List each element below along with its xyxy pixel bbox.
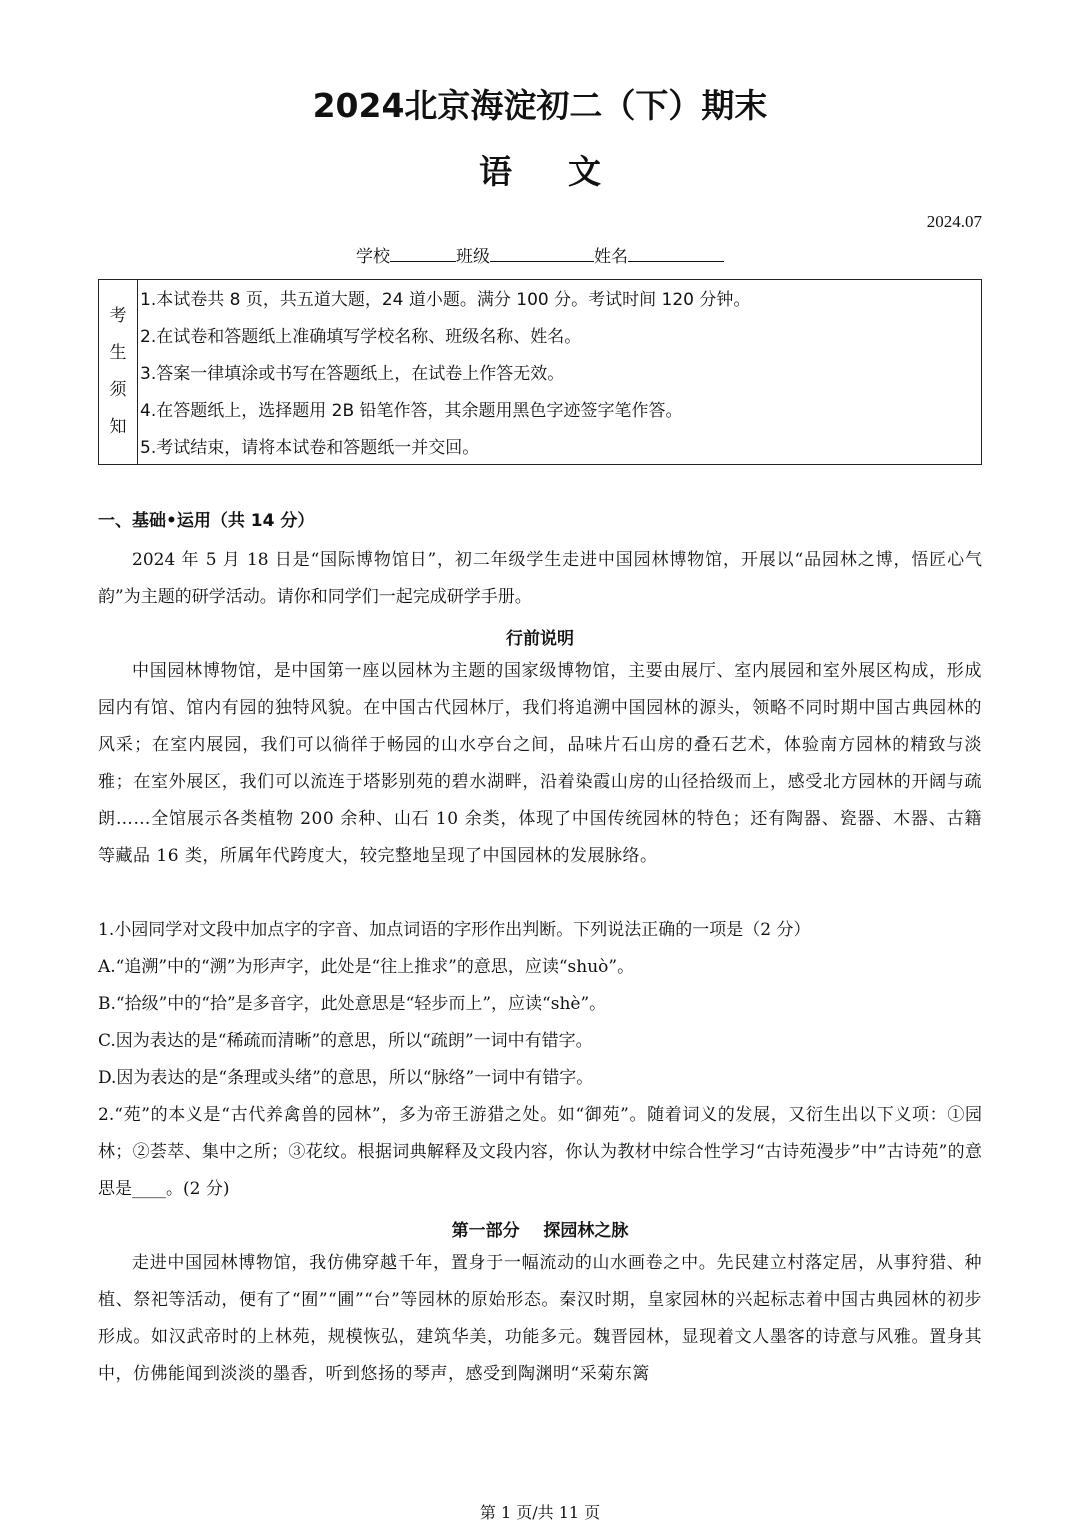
- question-1-stem: 1.小园同学对文段中加点字的字音、加点词语的字形作出判断。下列说法正确的一项是（2 分）: [98, 920, 811, 940]
- question-2: 2.“苑”的本义是“古代养禽兽的园林”，多为帝王游猎之处。如“御苑”。随着词义的发展，又衍生出以下义项：①园林；②荟萃、集中之所；③花纹。根据词典解释及文段内容，你认为教材中综合性学习“古诗苑漫步”中”古诗苑”的意思是____。(2 分): [98, 1105, 982, 1199]
- notice-item: 1.本试卷共 8 页，共五道大题，24 道小题。满分 100 分。考试时间 120 分钟。: [140, 290, 751, 310]
- exam-notice-box: [98, 279, 982, 465]
- passage-part-one: 走进中国园林博物馆，我仿佛穿越千年，置身于一幅流动的山水画卷之中。先民建立村落定居，从事狩猎、种植、祭祀等活动，便有了“囿”“圃”“台”等园林的原始形态。秦汉时期，皇家园林的兴起标志着中国古典园林的初步形成。如汉武帝时的上林苑，规模恢弘，建筑华美，功能多元。魏晋园林，显现着文人墨客的诗意与风雅。置身其中，仿佛能闻到淡淡的墨香，听到悠扬的琴声，感受到陶渊明“采菊东篱: [98, 1253, 982, 1384]
- notice-item: 2.在试卷和答题纸上准确填写学校名称、班级名称、姓名。: [140, 327, 582, 347]
- exam-date: 2024.07: [926, 212, 982, 231]
- student-info-line: [0, 242, 1080, 267]
- section-heading: 一、基础•运用（共 14 分）: [98, 511, 315, 531]
- notice-label-char: 知: [109, 417, 127, 437]
- notice-list: [138, 280, 981, 464]
- notice-label-char: 生: [109, 343, 127, 363]
- notice-label-char: 考: [109, 306, 127, 326]
- notice-label-char: 须: [109, 380, 127, 400]
- subtitle-pre-trip: 行前说明: [506, 629, 574, 649]
- passage-pre-trip: 中国园林博物馆，是中国第一座以园林为主题的国家级博物馆，主要由展厅、室内展园和室外展区构成，形成园内有馆、馆内有园的独特风貌。在中国古代园林厅，我们将追溯中国园林的源头，领略不同时期中国古典园林的风采；在室内展园，我们可以徜徉于畅园的山水亭台之间，品味片石山房的叠石艺术，体验南方园林的精致与淡雅；在室外展区，我们可以流连于塔影别苑的碧水湖畔，沿着染霞山房的山径拾级而上，感受北方园林的开阔与疏朗……全馆展示各类植物 200 余种、山石 10 余类，体现了中国传统园林的特色；还有陶器、瓷器、木器、古籍等藏品 16 类，所属年代跨度大，较完整地呈现了中国园林的发展脉络。: [98, 661, 982, 866]
- question-1-option-a: A.“追溯”中的“溯”为形声字，此处是“往上推求”的意思，应读“shuò”。: [98, 957, 635, 977]
- intro-paragraph: 2024 年 5 月 18 日是“国际博物馆日”，初二年级学生走进中国园林博物馆，开展以“品园林之博，悟匠心气韵”为主题的研学活动。请你和同学们一起完成研学手册。: [98, 550, 982, 607]
- notice-item: 5.考试结束，请将本试卷和答题纸一并交回。: [140, 438, 480, 458]
- name-blank: [628, 245, 724, 262]
- notice-item: 3.答案一律填涂或书写在答题纸上，在试卷上作答无效。: [140, 364, 565, 384]
- notice-item: 4.在答题纸上，选择题用 2B 铅笔作答，其余题用黑色字迹签字笔作答。: [140, 401, 683, 421]
- question-1-option-d: D.因为表达的是“条理或头绪”的意思，所以“脉络”一词中有错字。: [98, 1068, 594, 1088]
- subtitle-part-one: 第一部分 探园林之脉: [451, 1221, 629, 1241]
- school-blank: [390, 245, 456, 262]
- exam-subject: 语文: [479, 152, 657, 191]
- notice-label: [99, 280, 138, 464]
- class-label: 班级: [456, 247, 490, 267]
- question-1-option-c: C.因为表达的是“稀疏而清晰”的意思，所以“疏朗”一词中有错字。: [98, 1031, 593, 1051]
- name-label: 姓名: [594, 247, 628, 267]
- page-footer: 第 1 页/共 11 页: [479, 1503, 601, 1522]
- question-1-option-b: B.“拾级”中的“拾”是多音字，此处意思是“轻步而上”，应读“shè”。: [98, 994, 607, 1014]
- class-blank: [490, 245, 594, 262]
- exam-title: 2024北京海淀初二（下）期末: [312, 86, 768, 125]
- school-label: 学校: [356, 247, 390, 267]
